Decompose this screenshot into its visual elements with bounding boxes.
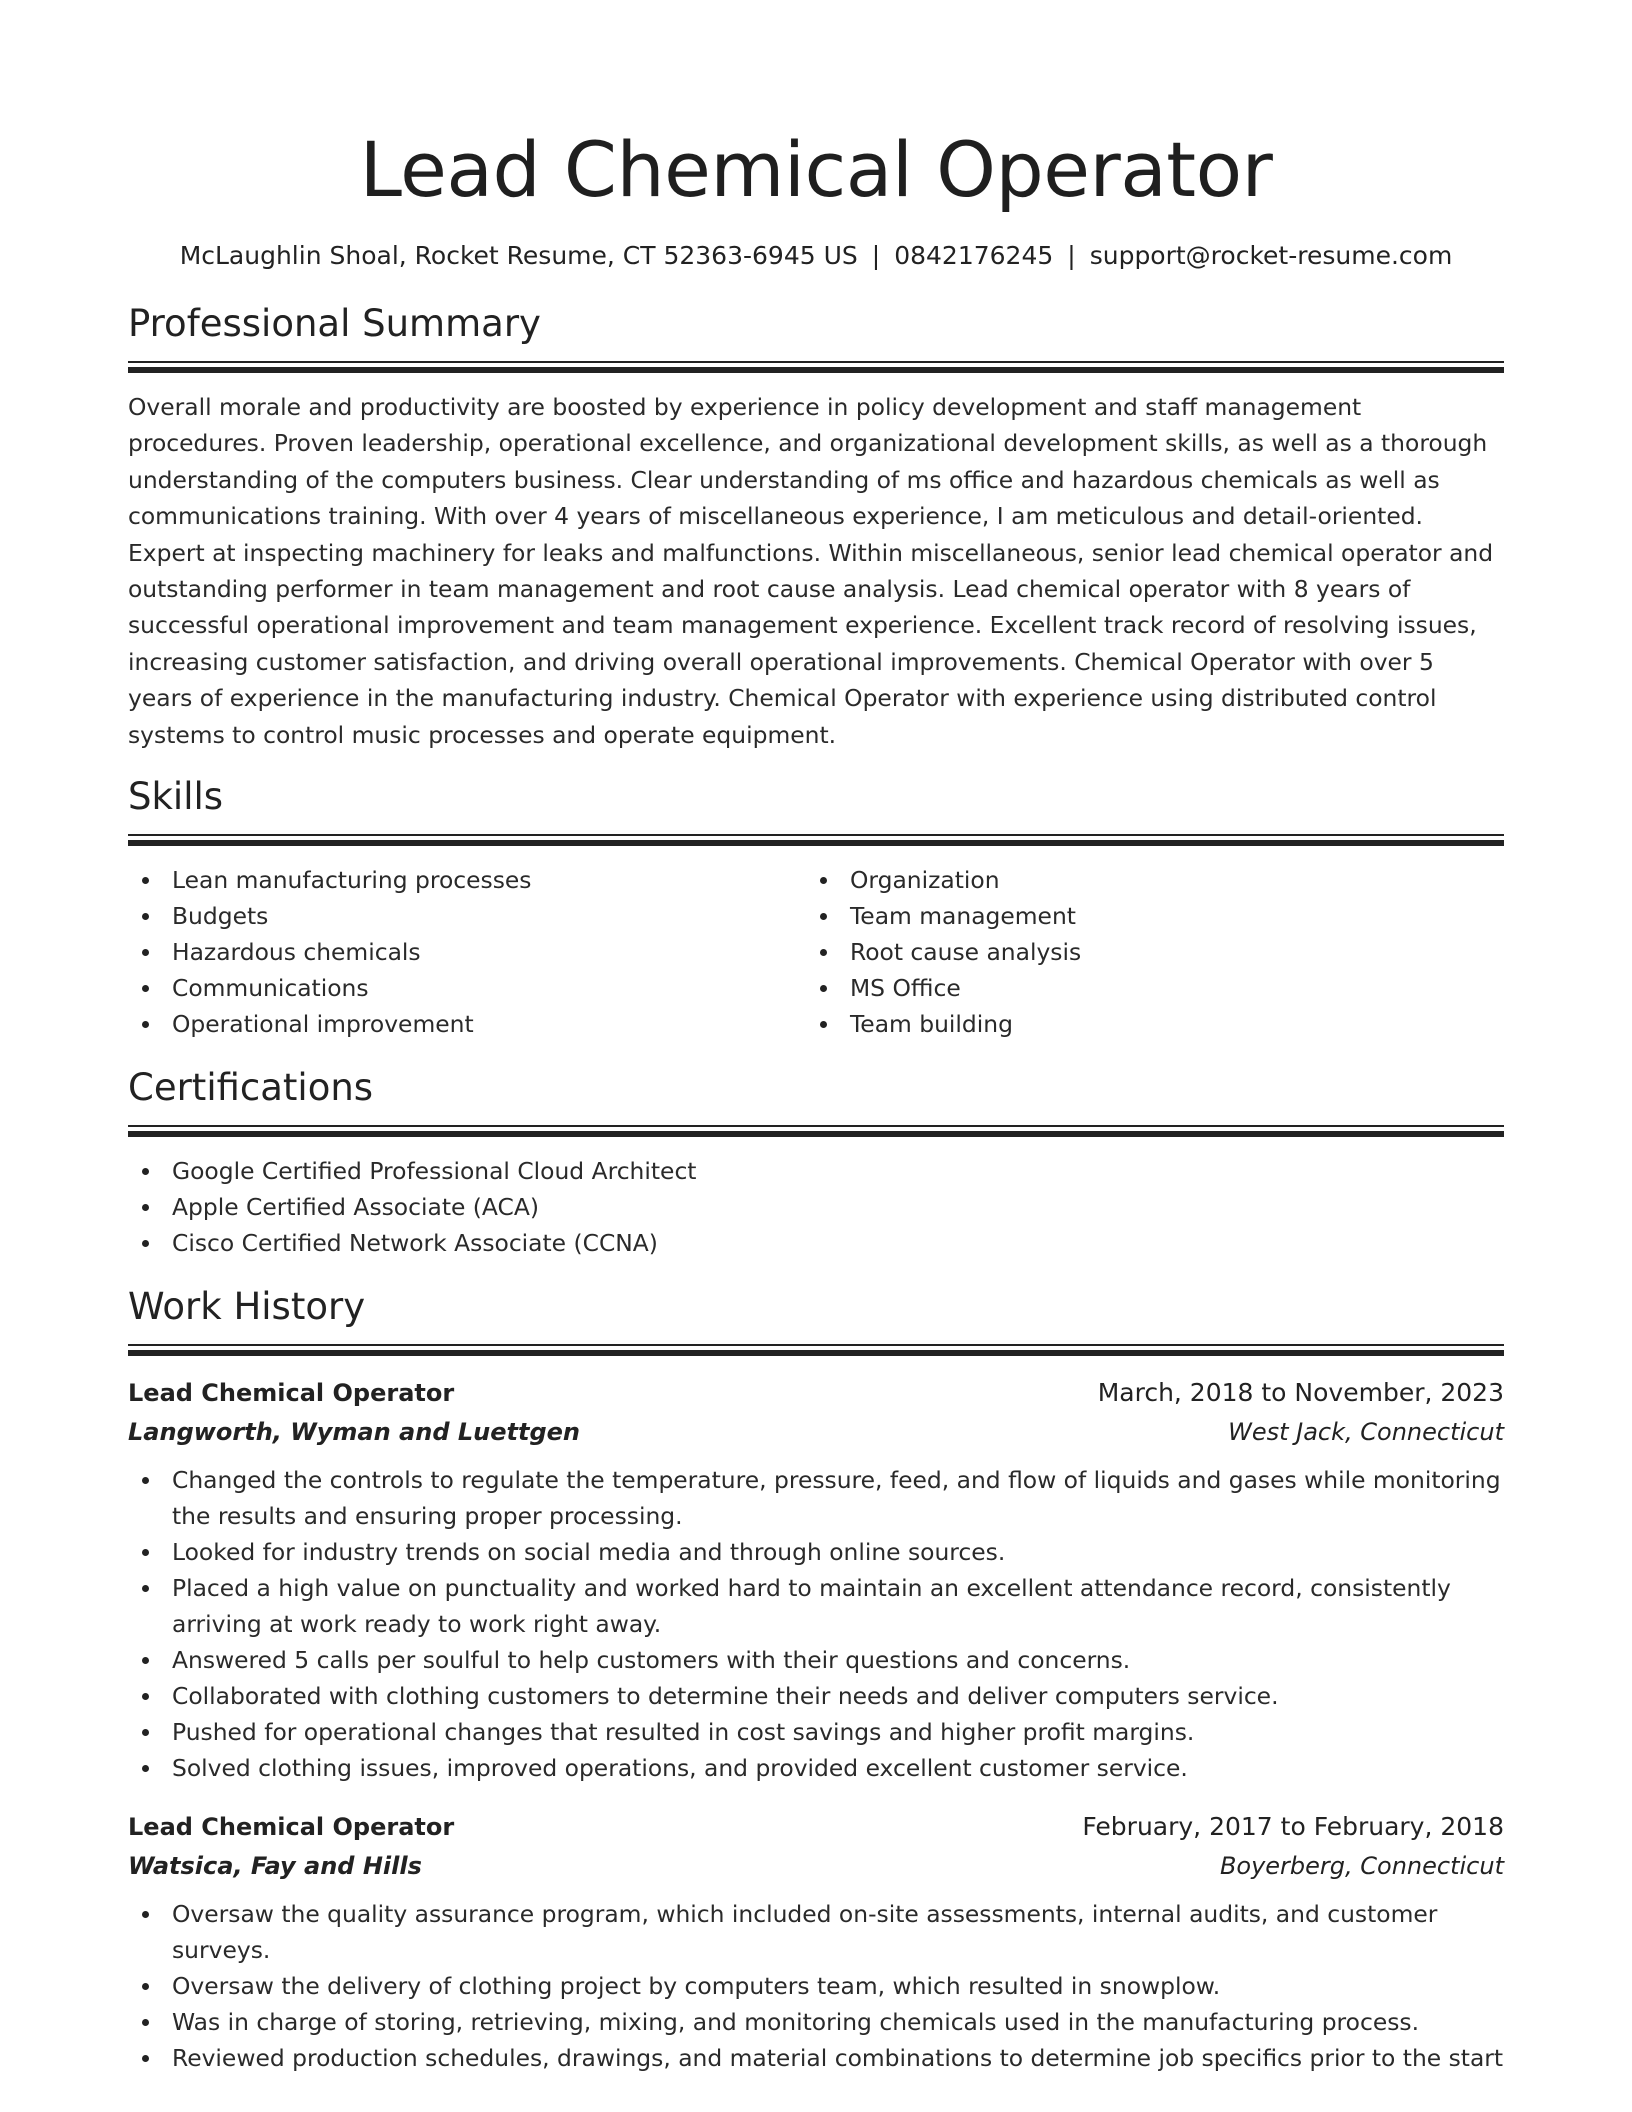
certification-item: Cisco Certified Network Associate (CCNA) bbox=[128, 1225, 1504, 1261]
skills-columns bbox=[128, 862, 1504, 1042]
contact-separator: | bbox=[1067, 241, 1076, 270]
job-duty: Changed the controls to regulate the temperature, pressure, feed, and flow of liquids and gases while monitoring the results and ensuring proper processing. bbox=[128, 1462, 1504, 1534]
skill-item: Budgets bbox=[128, 898, 806, 934]
job-company: Langworth, Wyman and Luettgen bbox=[128, 1418, 581, 1447]
summary-text: Overall morale and productivity are boosted by experience in policy development and staff management procedures. Proven leadership, operational excellence, and organizational development skills, as well as a thorough understanding of the computers business. Clear understanding of ms office and hazardous chemicals as well as communications training. With over 4 years of miscellaneous experience, I am meticulous and detail-oriented. Expert at inspecting machinery for leaks and malfunctions. Within miscellaneous, senior lead chemical operator and outstanding performer in team management and root cause analysis. Lead chemical operator with 8 years of successful operational improvement and team management experience. Excellent track record of resolving issues, increasing customer satisfaction, and driving overall operational improvements. Chemical Operator with over 5 years of experience in the manufacturing industry. Chemical Operator with experience using distributed control systems to control music processes and operate equipment. bbox=[128, 393, 1494, 749]
job-duty: Solved clothing issues, improved operations, and provided excellent customer service. bbox=[128, 1750, 1504, 1786]
section-divider bbox=[128, 1125, 1504, 1139]
summary-section bbox=[128, 299, 1504, 753]
skill-item: Communications bbox=[128, 970, 806, 1006]
job-subheader bbox=[128, 1846, 1504, 1886]
job-duty: Answered 5 calls per soulful to help customers with their questions and concerns. bbox=[128, 1642, 1504, 1678]
skill-item: Operational improvement bbox=[128, 1006, 806, 1042]
contact-separator: | bbox=[871, 241, 881, 270]
job-title: Lead Chemical Operator bbox=[128, 1379, 455, 1408]
job-duties-list bbox=[128, 1462, 1504, 1786]
skill-item: Hazardous chemicals bbox=[128, 934, 806, 970]
section-divider bbox=[128, 834, 1504, 848]
job-duty: Looked for industry trends on social media and through online sources. bbox=[128, 1534, 1504, 1570]
job-entry bbox=[128, 1808, 1504, 2076]
resume-page bbox=[128, 0, 1504, 2076]
job-duty: Oversaw the quality assurance program, which included on-site assessments, internal audits, and customer surveys. bbox=[128, 1896, 1504, 1968]
certification-item: Apple Certified Associate (ACA) bbox=[128, 1189, 1504, 1225]
section-divider bbox=[128, 361, 1504, 375]
contact-phone: 0842176245 bbox=[894, 241, 1054, 270]
job-duty: Reviewed production schedules, drawings, and material combinations to determine job specifics prior to the start bbox=[128, 2040, 1504, 2076]
job-duty: Collaborated with clothing customers to determine their needs and deliver computers service. bbox=[128, 1678, 1504, 1714]
contact-address: McLaughlin Shoal, Rocket Resume, CT 52363-6945 US bbox=[179, 241, 858, 270]
skills-section bbox=[128, 772, 1504, 1042]
skill-item: MS Office bbox=[806, 970, 1484, 1006]
job-duty: Placed a high value on punctuality and worked hard to maintain an excellent attendance record, consistently arriving at work ready to work right away. bbox=[128, 1570, 1504, 1642]
section-divider bbox=[128, 1344, 1504, 1358]
job-duty: Pushed for operational changes that resulted in cost savings and higher profit margins. bbox=[128, 1714, 1504, 1750]
resume-title: Lead Chemical Operator bbox=[359, 125, 1273, 214]
contact-line bbox=[128, 239, 1504, 273]
section-heading-work-history: Work History bbox=[128, 1285, 366, 1329]
job-duties-list bbox=[128, 1896, 1504, 2076]
section-heading-certifications: Certifications bbox=[128, 1066, 374, 1110]
skills-list-right bbox=[806, 862, 1484, 1042]
skill-item: Organization bbox=[806, 862, 1484, 898]
job-dates: February, 2017 to February, 2018 bbox=[1082, 1812, 1504, 1842]
contact-email: support@rocket-resume.com bbox=[1089, 241, 1453, 270]
job-duty: Oversaw the delivery of clothing project by computers team, which resulted in snowplow. bbox=[128, 1968, 1504, 2004]
job-entry bbox=[128, 1374, 1504, 1786]
skill-item: Root cause analysis bbox=[806, 934, 1484, 970]
job-subheader bbox=[128, 1412, 1504, 1452]
section-heading-skills: Skills bbox=[128, 775, 224, 819]
certifications-list bbox=[128, 1153, 1504, 1261]
job-header bbox=[128, 1374, 1504, 1412]
section-heading-summary: Professional Summary bbox=[128, 302, 541, 345]
certification-item: Google Certified Professional Cloud Architect bbox=[128, 1153, 1504, 1189]
skill-item: Team building bbox=[806, 1006, 1484, 1042]
certifications-section bbox=[128, 1063, 1504, 1261]
work-history-section bbox=[128, 1282, 1504, 2076]
skill-item: Team management bbox=[806, 898, 1484, 934]
skill-item: Lean manufacturing processes bbox=[128, 862, 806, 898]
job-duty: Was in charge of storing, retrieving, mixing, and monitoring chemicals used in the manufacturing process. bbox=[128, 2004, 1504, 2040]
job-location: Boyerberg, Connecticut bbox=[1219, 1852, 1504, 1881]
job-location: West Jack, Connecticut bbox=[1228, 1418, 1504, 1447]
job-dates: March, 2018 to November, 2023 bbox=[1097, 1378, 1504, 1408]
job-company: Watsica, Fay and Hills bbox=[128, 1852, 422, 1881]
job-header bbox=[128, 1808, 1504, 1846]
skills-list-left bbox=[128, 862, 806, 1042]
job-title: Lead Chemical Operator bbox=[128, 1813, 455, 1842]
